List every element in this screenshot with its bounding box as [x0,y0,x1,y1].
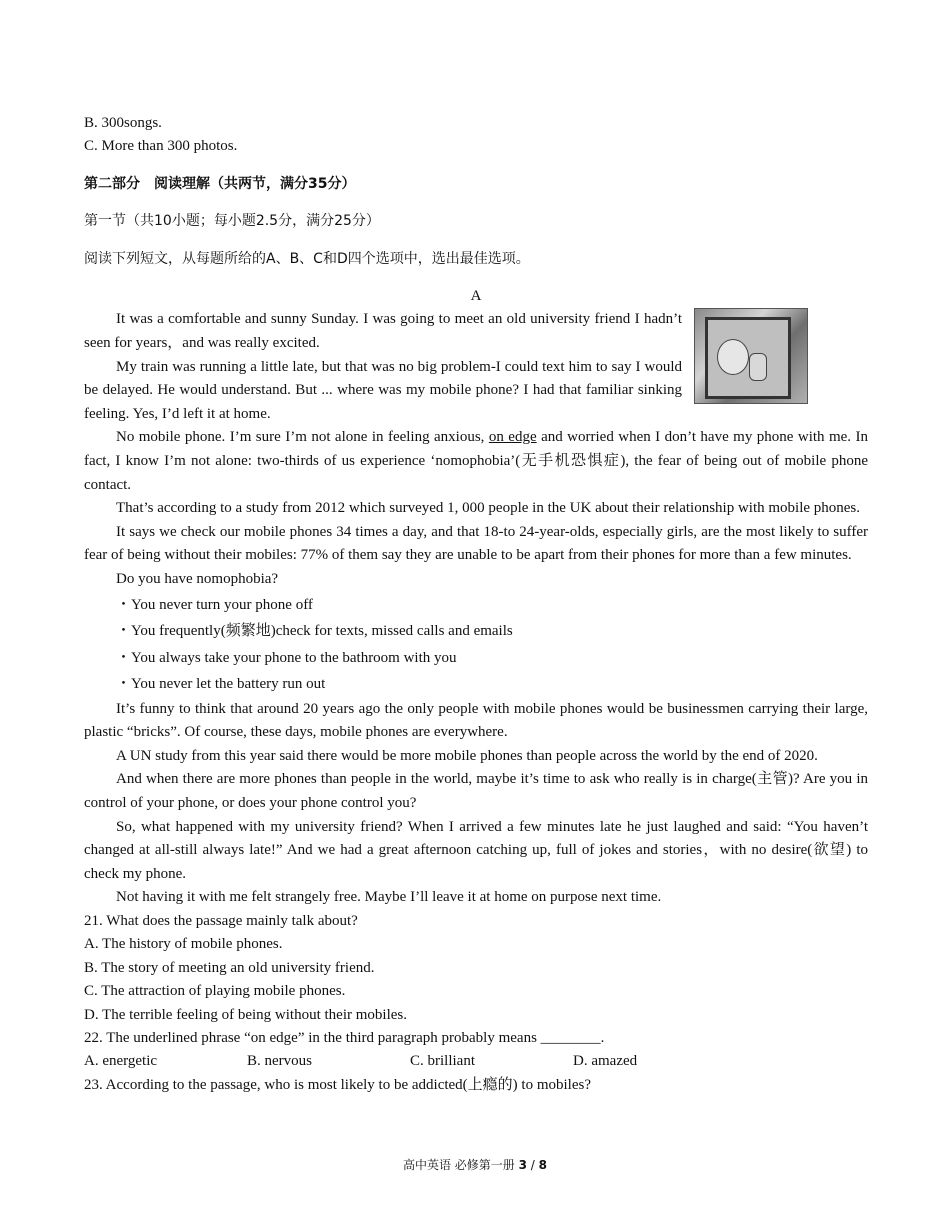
question-22-option-d: D. amazed [573,1053,638,1070]
questions [84,910,868,1097]
question-21-option-d: D. The terrible feeling of being without their mobiles. [84,1006,407,1023]
question-21: 21. What does the passage mainly talk about? [84,912,358,929]
option-b-prev: B. 300songs. [84,115,162,131]
paragraph-7: It’s funny to think that around 20 years ago the only people with mobile phones would be businessmen carrying their large, plastic “bricks”. Of course, these days, mobile phones are everywhere. [84,700,868,741]
paragraph-9: And when there are more phones than people in the world, maybe it’s time to ask who really is in charge(主管)? Are you in control of your phone, or does your phone control you? [84,771,868,811]
paragraph-4: That’s according to a study from 2012 which surveyed 1, 000 people in the UK about their relationship with mobile phones. [116,500,861,517]
footer-text: 高中英语 必修第一册 [402,1158,515,1172]
paragraph-11: Not having it with me felt strangely free. Maybe I’ll leave it at home on purpose next time. [116,889,662,906]
question-22-option-b: B. nervous [247,1053,312,1070]
bullet-item: ・You never turn your phone off [116,596,313,613]
paragraph-8: A UN study from this year said there would be more mobile phones than people across the world by the end of 2020. [116,747,818,764]
passage-photo [694,308,808,404]
question-22-option-a: A. energetic [84,1053,158,1070]
paragraph-3 [84,426,868,497]
paragraph-3-start: No mobile phone. I’m sure I’m not alone in feeling anxious, [116,429,489,446]
passage [84,308,868,909]
section-subtitle: 第一节（共10小题；每小题2.5分，满分25分） [84,213,380,230]
exam-page [84,112,868,1097]
bullet-item: ・You always take your phone to the bathroom with you [116,649,457,666]
footer-total: 8 [538,1158,548,1172]
passage-label: A [470,288,482,305]
footer-page: 3 [518,1158,527,1172]
question-22-options [84,1050,868,1073]
paragraph-3-end: and worried when I don’t have my phone with me. In fact, I know I’m not alone: two-thirds of us experience ‘nomophobia’(无手机恐惧症), the fear of being out of mobile phone contact. [84,429,868,493]
paragraph-6: Do you have nomophobia? [116,570,279,587]
bullet-item: ・You frequently(频繁地)check for texts, missed calls and emails [116,623,513,640]
question-22: 22. The underlined phrase “on edge” in the third paragraph probably means ________. [84,1029,605,1046]
paragraph-1: It was a comfortable and sunny Sunday. I was going to meet an old university friend I hadn’t seen for years，and was really excited. [84,311,682,352]
option-c-prev: C. More than 300 photos. [84,138,238,155]
footer-sep: / [526,1158,539,1172]
underlined-phrase: on edge [488,429,537,446]
question-23: 23. According to the passage, who is most likely to be addicted(上瘾的) to mobiles? [84,1076,591,1093]
page-footer [0,1156,950,1173]
question-21-option-a: A. The history of mobile phones. [84,936,283,953]
section-instruction: 阅读下列短文，从每题所给的A、B、C和D四个选项中，选出最佳选项。 [84,250,530,267]
paragraph-2: My train was running a little late, but that was no big problem-I could text him to say I would be delayed. He would understand. But ... where was my mobile phone? I had that familiar sinking feeling. Yes, I’d left it at home. [84,358,682,422]
question-22-option-c: C. brilliant [410,1053,475,1070]
phone-hand-shape [749,353,767,381]
section-title: 第二部分 阅读理解（共两节，满分35分） [84,175,356,192]
paragraph-10: So, what happened with my university friend? When I arrived a few minutes late he just laughed and said: “You haven’t changed at all-still always late!” And we had a great afternoon catching up, full of jokes and stories，with no desire(欲望) to check my phone. [84,818,868,882]
question-21-option-b: B. The story of meeting an old university friend. [84,959,375,976]
question-21-option-c: C. The attraction of playing mobile phones. [84,983,346,1000]
paragraph-5: It says we check our mobile phones 34 times a day, and that 18-to 24-year-olds, especially girls, are the most likely to suffer fear of being without their mobiles: 77% of them say they are unable to be apart from their phones for more than a few minutes. [84,523,868,564]
bullet-item: ・You never let the battery run out [116,676,326,693]
